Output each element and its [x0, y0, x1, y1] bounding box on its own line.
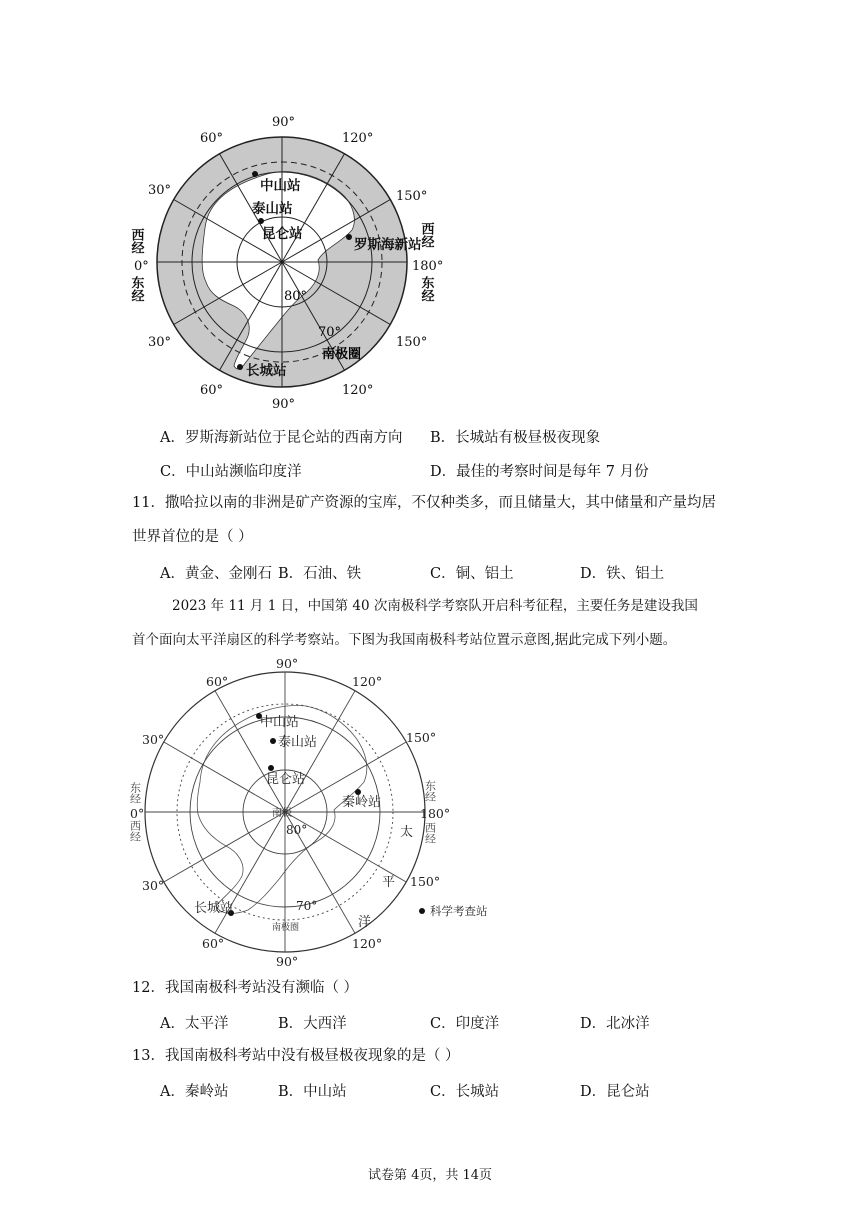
station-taishan: 泰山站	[252, 201, 293, 217]
west-label-right: 西经	[423, 822, 437, 844]
lat-80-label: 80°	[284, 289, 308, 304]
station-marker	[252, 171, 258, 177]
station-marker	[268, 765, 274, 771]
lon-label: 60°	[202, 936, 225, 951]
station-marker	[270, 738, 276, 744]
south-pole-label: 南极	[272, 808, 292, 819]
lon-label: 120°	[342, 383, 374, 398]
lon-label: 60°	[200, 383, 224, 398]
lon-label: 120°	[352, 936, 383, 951]
lon-label: 150°	[396, 335, 428, 350]
q12-option-d[interactable]: D．北冰洋	[580, 1016, 650, 1032]
lon-label: 90°	[276, 656, 299, 671]
lon-label: 0°	[130, 806, 145, 821]
lon-label: 180°	[420, 806, 451, 821]
q11-stem-line1: 11．撒哈拉以南的非洲是矿产资源的宝库，不仅种类多，而且储量大，其中储量和产量均居	[132, 495, 716, 511]
station-kunlun: 昆仑站	[262, 226, 303, 242]
lon-label: 150°	[410, 874, 441, 889]
lon-label: 60°	[200, 131, 224, 146]
lon-label: 120°	[352, 674, 383, 689]
lon-label: 30°	[148, 335, 172, 350]
station-marker	[346, 234, 352, 240]
lon-label: 90°	[272, 115, 296, 130]
station-kunlun: 昆仑站	[266, 772, 306, 787]
lat-70-label: 70°	[318, 325, 342, 340]
lon-label: 180°	[412, 259, 444, 274]
east-label-right: 东经	[423, 780, 437, 802]
q12-option-c[interactable]: C．印度洋	[430, 1016, 500, 1032]
east-label-left: 东经	[128, 276, 144, 302]
lon-label: 0°	[134, 259, 149, 274]
lon-label: 90°	[276, 954, 299, 969]
lat-80-label: 80°	[286, 823, 308, 837]
q10-option-a[interactable]: A．罗斯海新站位于昆仑站的西南方向	[160, 430, 403, 446]
lon-label: 90°	[272, 397, 296, 412]
lon-label: 30°	[148, 183, 172, 198]
ocean-char: 洋	[358, 915, 372, 930]
station-zhongshan: 中山站	[260, 178, 301, 194]
q11-option-c[interactable]: C．铜、铝土	[430, 566, 514, 582]
q13-option-d[interactable]: D．昆仑站	[580, 1084, 650, 1100]
q11-stem-line2: 世界首位的是（ ）	[132, 529, 253, 545]
ocean-char: 平	[382, 875, 396, 890]
lon-label: 120°	[342, 131, 374, 146]
antarctic-circle-label: 南极圈	[322, 347, 362, 362]
east-label-left: 东经	[128, 782, 142, 804]
west-label-left: 西经	[128, 228, 144, 254]
legend-marker	[419, 908, 425, 914]
q10-option-c[interactable]: C．中山站濒临印度洋	[160, 464, 302, 480]
station-luosihai: 罗斯海新站	[354, 237, 422, 253]
q13-stem: 13．我国南极科考站中没有极昼极夜现象的是（ ）	[132, 1048, 460, 1064]
passage-line1: 2023 年 11 月 1 日，中国第 40 次南极科学考察队开启科考征程，主要任务是建设我国	[172, 598, 698, 614]
passage-line2: 首个面向太平洋扇区的科学考察站。下图为我国南极科考站位置示意图,据此完成下列小题。	[132, 632, 677, 648]
lon-label: 30°	[142, 732, 165, 747]
lon-label: 150°	[396, 189, 428, 204]
station-marker	[258, 218, 264, 224]
antarctic-map-2	[120, 652, 510, 972]
q12-stem: 12．我国南极科考站没有濒临（ ）	[132, 980, 359, 996]
west-label-right: 西经	[418, 222, 434, 248]
page-footer: 试卷第 4页，共 14页	[367, 1168, 493, 1183]
q11-option-d[interactable]: D．铁、铝土	[580, 566, 665, 582]
west-label-left: 西经	[128, 820, 142, 842]
lon-label: 60°	[206, 674, 229, 689]
q10-option-d[interactable]: D．最佳的考察时间是每年 7 月份	[430, 464, 649, 480]
legend-label: 科学考查站	[430, 904, 488, 918]
q11-option-b[interactable]: B．石油、铁	[278, 566, 362, 582]
lon-label: 30°	[142, 878, 165, 893]
q12-option-a[interactable]: A．太平洋	[160, 1016, 229, 1032]
q13-option-c[interactable]: C．长城站	[430, 1084, 500, 1100]
antarctic-map-1	[120, 110, 450, 415]
station-marker	[237, 364, 243, 370]
q12-option-b[interactable]: B．大西洋	[278, 1016, 347, 1032]
station-changcheng: 长城站	[194, 901, 234, 916]
station-zhongshan: 中山站	[260, 715, 300, 730]
lat-70-label: 70°	[296, 899, 318, 913]
station-changcheng: 长城站	[246, 363, 287, 379]
q13-option-a[interactable]: A．秦岭站	[160, 1084, 229, 1100]
q11-option-a[interactable]: A．黄金、金刚石	[160, 566, 272, 582]
station-taishan: 泰山站	[278, 735, 318, 750]
q13-option-b[interactable]: B．中山站	[278, 1084, 347, 1100]
station-qinling: 秦岭站	[342, 795, 382, 810]
lon-label: 150°	[406, 730, 437, 745]
ocean-char: 太	[400, 825, 414, 840]
antarctic-circle-label: 南极圈	[272, 923, 300, 933]
q10-option-b[interactable]: B．长城站有极昼极夜现象	[430, 430, 601, 446]
east-label-right: 东经	[418, 276, 434, 302]
